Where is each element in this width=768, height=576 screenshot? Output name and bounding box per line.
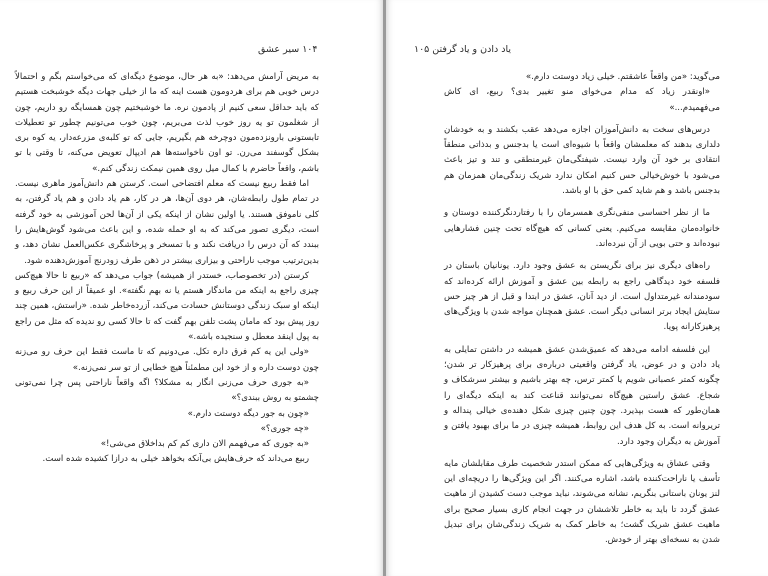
right-page-body — [444, 70, 720, 549]
paragraph: اما فقط ربیع نیست که معلم افتضاحی است. کرستن هم دانش‌آموز ماهری نیست. در تمام طول رابطه‌شان، هر دوی آن‌ها، هر در کار، هم یاد دادن و هم یاد گرفتن، به کلی ناموفق هستند. یا اولین نشان از اینکه یکی از آن‌ها لحن آموزشی به خود گرفته است، دیگری تصور می‌کند که به او حمله شده، و این باعث می‌شود گوش‌هایش را ببندد که آن درس را دریافت نکند و با تمسخر و پرخاشگری عکس‌العمل نشان دهد، و بدین‌ترتیب موجب ناراحتی و بیزاری بیشتر در ذهن طرف زودرنج آموزش‌دهنده شود. — [15, 179, 319, 266]
left-page-body — [15, 70, 319, 468]
paragraph: این فلسفه ادامه می‌دهد که عمیق‌شدن عشق همیشه در داشتن تمایلی به یاد دادن و در عوض، یاد گرفتن واقعیتی درباره‌ی برای پرهیزکار تر شدن؛ چگونه کمتر عصبانی شویم یا کمتر ترس، چه بهتر باشیم و بیشتر سرشکاف و شجاع. عشق راستین هیچ‌گاه نمی‌توانند قناعت کند به اینکه دیگه‌ای را همان‌طور که هست بپذیرد. چون چنین چیزی شکل دهنده‌ی خیالی پنداله و تریروانه است. به کل هدف این روابط، همیشه چیزی در ما برای بهبود یافتن و آموزش به دیگران وجود دارد. — [444, 344, 720, 447]
right-page — [386, 0, 768, 576]
paragraph: «به جوری که می‌فهمم الان داری کم کم بداخلاق می‌شی!» — [100, 439, 309, 450]
paragraph: می‌گوید: «من واقعاً عاشقتم. خیلی زیاد دوستت دارم.» — [525, 72, 720, 82]
paragraph: ربیع می‌داند که حرف‌هایش بی‌آنکه بخواهد خیلی به درازا کشیده شده است. — [42, 454, 309, 465]
paragraph: کرستن (در تخصوصاب، خستدر از همیشه) جواب می‌دهد که «ربیع تا حالا هیچ‌کس چیزی راجع به اینکه من ماندگار هستم یا نه بهم نگفته». او عمیقاً از این حرف ربیع و اینکه او سبک زندگی دوستانش حسادت می‌کند، آزرده‌خاطر شده. «راستش، همین چند روز پیش بود که مامان پشت تلفن بهم گفت که تا حالا کسی رو ندیده که مثل من راجع به پول اینقد معطل و سنجیده باشه.» — [15, 270, 319, 343]
left-page — [0, 0, 383, 576]
paragraph: «چه جوری؟» — [260, 423, 309, 434]
paragraph: راه‌های دیگری نیز برای نگریستن به عشق وجود دارد. یونانیان باستان در فلسفه خود دیدگاهی راجع به رابطه بین عشق و آموزش ارائه کرده‌اند که سودمندانه غیرمتداول است. از دید آنان، عشق در ابتدا و قبل از هر چیز حس ستایش ایجاد برتر انسانی دیگر است. عشق همچنان مواجه شدن با ویژگی‌های پرهیزکارانه پویا. — [444, 261, 720, 333]
left-page-header: ۱۰۴ سیر عشق — [258, 44, 318, 55]
paragraph: وقتی عشاق به ویژگی‌هایی که ممکن استدر شخصیت طرف مقابلشان مایه تأسف یا ناراحت‌کننده باشد، اشاره می‌کنند. اگر این ویژگی‌ها را دریچه‌ای این لنز یونان باستانی بنگریم، نشانه می‌شوند، نباید موجب دست کشیدن از ماهیت عشق گردد تا باید به خاطر تلاششان در جهت انجام کاری بسیار صحیح برای ماهیت عشق شریک گشت؛ به خاطر کمک به شریک زندگی‌شان برای تبدیل شدن به نسخه‌ای بهتر از خودش. — [444, 458, 720, 546]
right-page-header: یاد دادن و یاد گرفتن ۱۰۵ — [413, 44, 511, 55]
paragraph: «اونقدر زیاد که مدام می‌خوای منو تغییر بدی؟ ربیع، ای کاش می‌فهمیدم...» — [444, 87, 720, 113]
paragraph: به مریض آرامش می‌دهد: «به هر حال، موضوع دیگه‌ای که می‌خواستم بگم و احتمالاً درس خوبی هم برای هردومون هست اینه که ما از خیلی جهات دیگه خوشبخت هستیم که باید حداقل سعی کنیم از پادمون نره. ما خوشبختیم چون همسایگه رو داریم، چون از شغلمون تو یه روز خوب لذت می‌بریم، چون خوب می‌تونیم چطور تو تعطیلات تابستونی بارونزده‌مون دوچرخه هم بگیریم، جایی که تو کلبه‌ی مزرعه‌دار، یه کوه بری بشکل گوسفند می‌رن. تو اون ناخواسته‌ها هم ادیپال تعویض می‌کنه، تا وقتی با تو باشم، واقعاً حاضرم با کمال میل روی همین نیمکت زندگی کنم.» — [15, 72, 319, 174]
paragraph: ما از نظر احساسی منفی‌نگری همسرمان را با رفتارد‌نگرکننده دوستان و خانواده‌مان مقایسه می‌کنیم. یعنی کسانی که هیچ‌گاه تحت چنین فشارهایی نبوده‌اند و حتی بویی از آن نبرده‌اند. — [444, 208, 720, 249]
paragraph: «چون به جور دیگه دوستت دارم.» — [187, 408, 309, 419]
paragraph: «به جوری حرف می‌زنی انگار به مشکلا؟ اگه واقعاً ناراحتی پس چرا نمی‌تونی چشمتو به روش ببندی؟» — [15, 377, 319, 404]
paragraph: «ولی این یه کم فرق داره تکل. می‌دونیم که تا ماست فقط این حرف رو می‌زنه چون دوست داره و از خود این مطمئناً هیچ خطایی از تو سر نمی‌زنه.» — [15, 347, 319, 373]
paragraph: درس‌های سخت به دانش‌آموزان اجازه می‌دهد عقب بکشند و به خودشان دلداری بدهند که معلمشان واقعاً با شیوه‌ای است یا بدجنس و بدذاتی منطقاً انتقادی بر خود آن وارد نیست. شیفتگی‌مان غیرمنطقی و تند و تیز باعث می‌شود با خوش‌خیالی حس کنیم امکان ندارد شریک زندگی‌مان همزمان هم بدجنس باشد و هم شاید کمی حق با او باشد. — [444, 124, 720, 197]
